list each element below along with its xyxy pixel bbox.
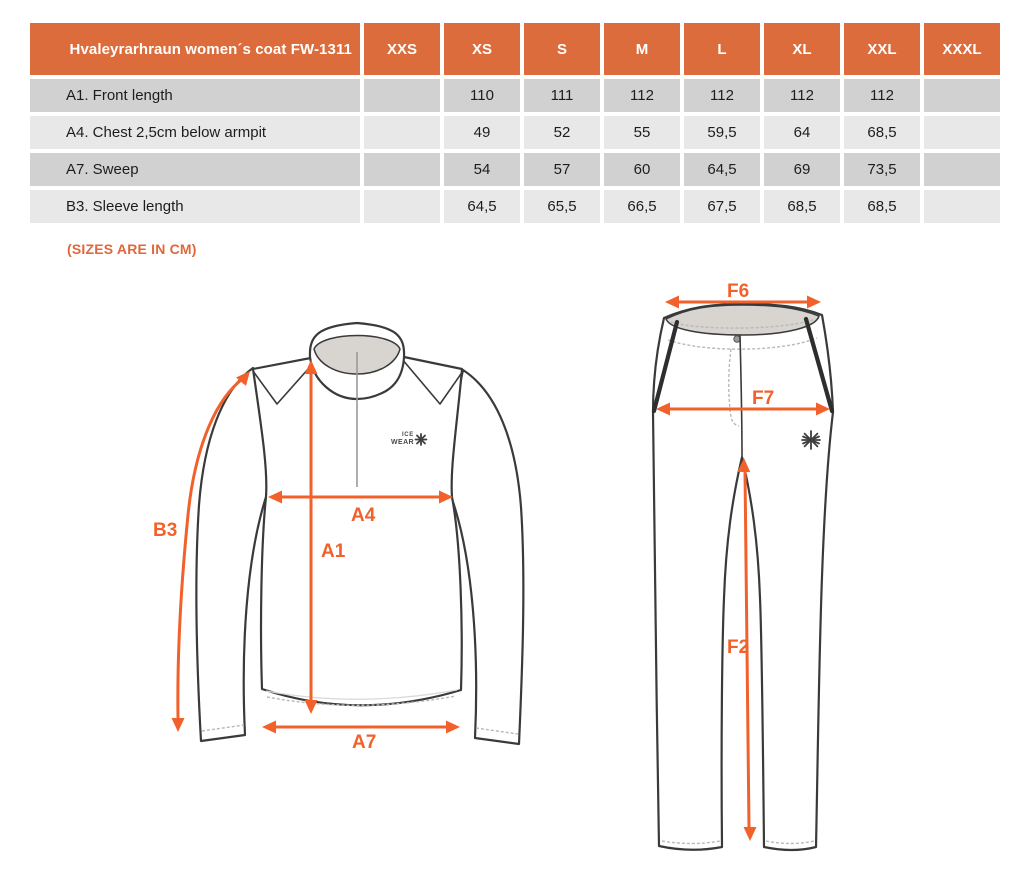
row-label: A4. Chest 2,5cm below armpit bbox=[30, 116, 360, 149]
size-col-m: M bbox=[604, 23, 680, 75]
a7-label: A7 bbox=[352, 732, 377, 753]
value-cell: 64,5 bbox=[444, 190, 520, 223]
value-cell: 68,5 bbox=[844, 190, 920, 223]
size-col-xxl: XXL bbox=[844, 23, 920, 75]
value-cell: 54 bbox=[444, 153, 520, 186]
size-col-xxs: XXS bbox=[364, 23, 440, 75]
size-col-l: L bbox=[684, 23, 760, 75]
a1-arrowhead-bottom bbox=[305, 700, 318, 714]
jacket-drawing bbox=[153, 323, 523, 753]
a7-arrowhead-right bbox=[446, 721, 460, 734]
value-cell: 68,5 bbox=[764, 190, 840, 223]
value-cell: 112 bbox=[604, 79, 680, 112]
size-col-s: S bbox=[524, 23, 600, 75]
pants-snowflake-icon bbox=[802, 431, 820, 449]
value-cell: 110 bbox=[444, 79, 520, 112]
size-col-xl: XL bbox=[764, 23, 840, 75]
value-cell: 49 bbox=[444, 116, 520, 149]
value-cell: 111 bbox=[524, 79, 600, 112]
value-cell: 64 bbox=[764, 116, 840, 149]
sizes-in-cm-note: (SIZES ARE IN CM) bbox=[67, 241, 197, 257]
b3-arrowhead-bottom bbox=[172, 718, 185, 732]
value-cell: 112 bbox=[844, 79, 920, 112]
pants-outline bbox=[653, 304, 833, 850]
a1-label: A1 bbox=[321, 541, 346, 562]
value-cell: 66,5 bbox=[604, 190, 680, 223]
icewear-logo-bottom-text: WEAR bbox=[391, 439, 414, 446]
value-cell: 65,5 bbox=[524, 190, 600, 223]
f7-label: F7 bbox=[752, 388, 775, 409]
value-cell: 68,5 bbox=[844, 116, 920, 149]
a7-arrowhead-left bbox=[262, 721, 276, 734]
icewear-logo-top-text: ICE bbox=[402, 432, 414, 438]
value-cell: 67,5 bbox=[684, 190, 760, 223]
value-cell: 64,5 bbox=[684, 153, 760, 186]
a4-label: A4 bbox=[351, 505, 376, 526]
b3-label: B3 bbox=[153, 520, 178, 541]
jacket-left-sleeve bbox=[196, 368, 267, 741]
size-col-xs: XS bbox=[444, 23, 520, 75]
value-cell: 59,5 bbox=[684, 116, 760, 149]
row-label: A1. Front length bbox=[30, 79, 360, 112]
value-cell: 57 bbox=[524, 153, 600, 186]
value-cell: 60 bbox=[604, 153, 680, 186]
f6-arrowhead-left bbox=[665, 296, 679, 309]
row-label: B3. Sleeve length bbox=[30, 190, 360, 223]
value-cell: 112 bbox=[764, 79, 840, 112]
f6-arrowhead-right bbox=[807, 296, 821, 309]
value-cell: 55 bbox=[604, 116, 680, 149]
icewear-logo-snowflake-icon bbox=[416, 434, 427, 445]
value-cell: 112 bbox=[684, 79, 760, 112]
row-label: A7. Sweep bbox=[30, 153, 360, 186]
pants-drawing bbox=[653, 281, 833, 850]
f2-label: F2 bbox=[727, 637, 750, 658]
value-cell: 73,5 bbox=[844, 153, 920, 186]
f6-label: F6 bbox=[727, 281, 750, 302]
product-name: Hvaleyrarhraun women´s coat FW-1311 bbox=[30, 23, 360, 75]
size-col-xxxl: XXXL bbox=[924, 23, 1000, 75]
value-cell: 69 bbox=[764, 153, 840, 186]
value-cell: 52 bbox=[524, 116, 600, 149]
pants-button bbox=[734, 336, 740, 342]
f2-arrowhead-bottom bbox=[744, 827, 757, 841]
